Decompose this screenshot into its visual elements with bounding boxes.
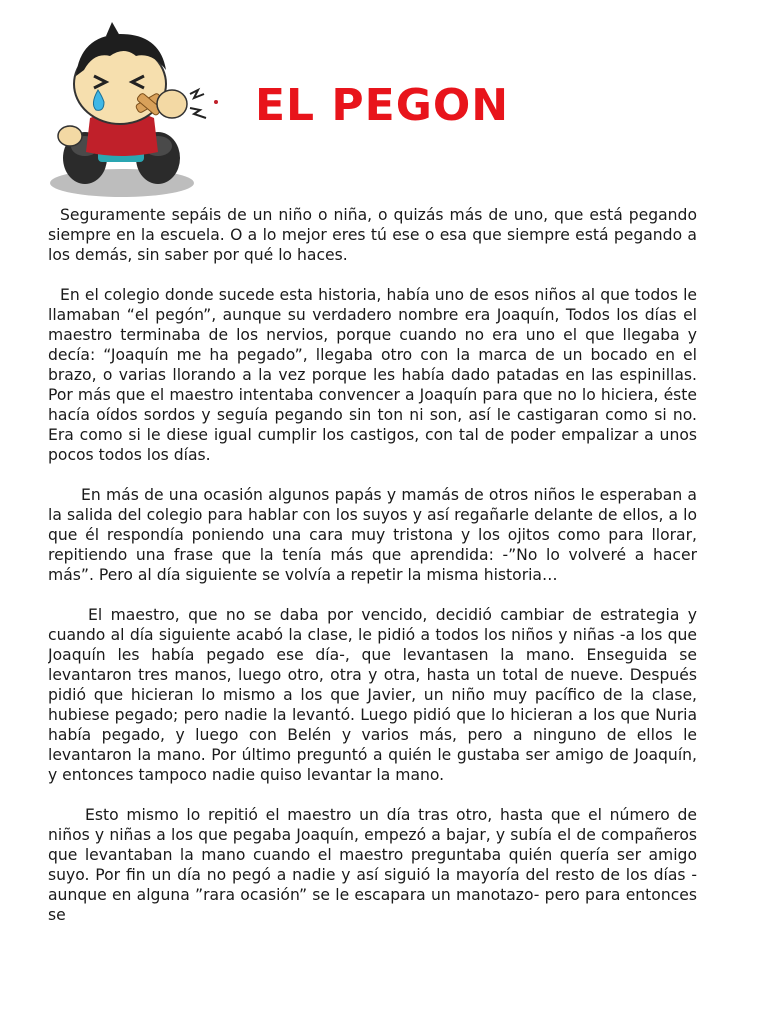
paragraph: Seguramente sepáis de un niño o niña, o quizás más de uno, que está pegando siempre en la escuela. O a lo mejor eres tú ese o esa que siempre está pegando a los demás, sin saber por qué lo haces. <box>48 206 697 264</box>
paragraph: Esto mismo lo repitió el maestro un día tras otro, hasta que el número de niños y niñas a los que pegaba Joaquín, empezó a bajar, y subía el de compañeros que levantaban la mano cuando el maestro preguntaba quién quería ser amigo suyo. Por fin un día no pegó a nadie y así siguió la mayoría del resto de los días -aunque en alguna ”rara ocasión” se le escapara un manotazo- pero para entonces se <box>48 806 697 924</box>
crying-boy-illustration <box>40 18 230 203</box>
story-body <box>48 205 697 985</box>
paragraph: El maestro, que no se daba por vencido, decidió cambiar de estrategia y cuando al día siguiente acabó la clase, le pidió a todos los niños y niñas -a los que Joaquín les había pegado ese día-, que levantasen la mano. Enseguida se levantaron tres manos, luego otro, otra y otra, hasta un total de nueve. Después pidió que hicieran lo mismo a los que Javier, un niño muy pacífico de la clase, hubiese pegado; pero nadie la levantó. Luego pidió que lo hicieran a los que Nuria había pegado, y luego con Belén y varios más, pero a ninguno de ellos le levantaron la mano. Por último preguntó a quién le gustaba ser amigo de Joaquín, y entonces tampoco nadie quiso levantar la mano. <box>48 606 697 784</box>
header <box>0 0 768 205</box>
paragraph: En más de una ocasión algunos papás y mamás de otros niños le esperaban a la salida del colegio para hablar con los suyos y así regañarle delante de ellos, a lo que él respondía poniendo una cara muy tristona y los ojitos como para llorar, repitiendo una frase que la tenía más que aprendida: -”No lo volveré a hacer más”. Pero al día siguiente se volvía a repetir la misma historia… <box>48 486 697 584</box>
paragraph: En el colegio donde sucede esta historia, había uno de esos niños al que todos le llamaban “el pegón”, aunque su verdadero nombre era Joaquín, Todos los días el maestro terminaba de los nervios, porque cuando no era uno el que llegaba y decía: “Joaquín me ha pegado”, llegaba otro con la marca de un bocado en el brazo, o varias llorando a la vez porque les había dado patadas en las espinillas. Por más que el maestro intentaba convencer a Joaquín para que no lo hiciera, éste hacía oídos sordos y seguía pegando sin ton ni son, así le castigaran como si no. Era como si le diese igual cumplir los castigos, con tal de poder empalizar a unos pocos todos los días. <box>48 286 697 464</box>
page-title: EL PEGON <box>255 80 510 131</box>
crying-boy-icon <box>40 18 230 203</box>
